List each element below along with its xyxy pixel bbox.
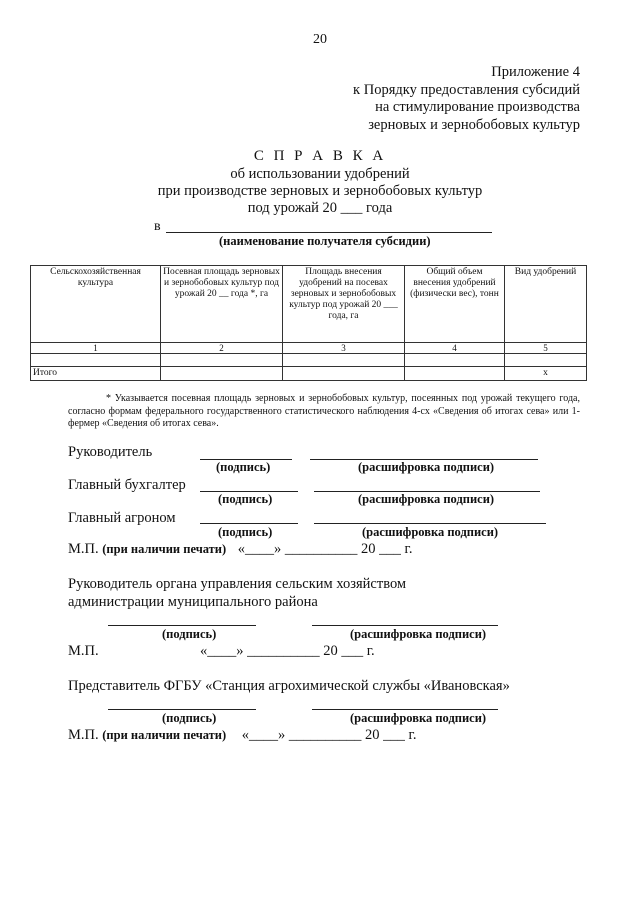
recipient-prefix: в	[154, 219, 161, 234]
table-cell[interactable]	[31, 354, 161, 367]
fgbu-stamp-row	[68, 727, 416, 744]
header-sown-area: Посевная площадь зерновых и зернобобовых культур под урожай 20 __ года *, га	[161, 266, 283, 343]
recipient-caption: (наименование получателя субсидии)	[219, 234, 431, 248]
agronomist-decode-line[interactable]	[314, 523, 546, 524]
agency-stamp-label: М.П.	[68, 643, 99, 659]
appendix-line-3: на стимулирование производства	[375, 99, 580, 115]
table-cell[interactable]	[505, 354, 587, 367]
appendix-line-1: Приложение 4	[491, 64, 580, 80]
subtitle-line-2: при производстве зерновых и зернобобовых культур	[157, 183, 483, 199]
appendix-line-4: зерновых и зернобобовых культур	[368, 116, 580, 133]
table-cell[interactable]	[405, 367, 505, 381]
agency-title-line-2: администрации муниципального района	[68, 594, 318, 610]
decode-caption: (расшифровка подписи)	[350, 627, 487, 641]
fgbu-signature-line[interactable]	[108, 709, 256, 710]
page-number: 20	[313, 32, 327, 47]
total-last-cell: х	[505, 367, 587, 381]
stamp-note: (при наличии печати)	[102, 728, 227, 742]
decode-caption: (расшифровка подписи)	[350, 711, 487, 725]
agency-date-line[interactable]: «____» __________ 20 ___ г.	[200, 643, 375, 659]
fgbu-title: Представитель ФГБУ «Станция агрохимической службы «Ивановская»	[68, 678, 510, 694]
header-crop: Сельскохозяйственная культура	[31, 266, 161, 343]
footnote: * Указывается посевная площадь зерновых и зернобобовых культур, посеянных под урожай текущего года, согласно формам федерального государственного статистического наблюдения 4-сх «Сведения об итогах сева» или 1-фермер «Сведения об итогах сева».	[68, 393, 580, 429]
stamp-label: М.П.	[68, 541, 99, 557]
table-cell[interactable]	[283, 354, 405, 367]
header-total-volume: Общий объем внесения удобрений (физически вес), тонн	[405, 266, 505, 343]
agency-title-line-1: Руководитель органа управления сельским хозяйством	[68, 576, 407, 592]
sign-caption: (подпись)	[162, 711, 217, 725]
col-number: 3	[283, 343, 405, 354]
col-number: 2	[161, 343, 283, 354]
fgbu-decode-line[interactable]	[312, 709, 498, 710]
sign-caption: (подпись)	[162, 627, 217, 641]
total-label: Итого	[31, 367, 161, 381]
table-cell[interactable]	[161, 354, 283, 367]
header-fertilized-area: Площадь внесения удобрений на посевах зерновых и зернобобовых культур под урожай 20 ___ года, га	[283, 266, 405, 343]
table-total-row	[31, 367, 587, 381]
chief-agronomist-label: Главный агроном	[68, 510, 176, 526]
sign-caption: (подпись)	[216, 460, 271, 474]
recipient-field[interactable]	[166, 232, 492, 233]
stamp-row	[68, 541, 412, 558]
decode-caption: (расшифровка подписи)	[358, 492, 495, 506]
date-line[interactable]: «____» __________ 20 ___ г.	[241, 727, 417, 743]
sign-caption: (подпись)	[218, 492, 273, 506]
table-number-row	[31, 343, 587, 354]
document-title: С П Р А В К А	[253, 148, 387, 164]
col-number: 1	[31, 343, 161, 354]
agency-decode-line[interactable]	[312, 625, 498, 626]
subtitle-line-3: под урожай 20 ___ года	[247, 200, 393, 216]
chief-accountant-label: Главный бухгалтер	[68, 477, 186, 493]
subtitle-line-1: об использовании удобрений	[230, 166, 410, 182]
date-line[interactable]: «____» __________ 20 ___ г.	[237, 541, 413, 557]
document-subtitle	[0, 166, 640, 217]
header-fertilizer-type: Вид удобрений	[505, 266, 587, 343]
col-number: 5	[505, 343, 587, 354]
table-header-row	[31, 266, 587, 343]
agency-signature-line[interactable]	[108, 625, 256, 626]
sign-caption: (подпись)	[218, 525, 273, 539]
table-cell[interactable]	[161, 367, 283, 381]
fertilizer-table	[30, 265, 587, 381]
appendix-line-2: к Порядку предоставления субсидий	[353, 81, 580, 98]
table-cell[interactable]	[405, 354, 505, 367]
agronomist-signature-line[interactable]	[200, 523, 298, 524]
table-row	[31, 354, 587, 367]
col-number: 4	[405, 343, 505, 354]
appendix-header	[353, 64, 580, 134]
table-cell[interactable]	[283, 367, 405, 381]
decode-caption: (расшифровка подписи)	[358, 460, 495, 474]
stamp-label: М.П.	[68, 727, 99, 743]
decode-caption: (расшифровка подписи)	[362, 525, 499, 539]
head-label: Руководитель	[68, 444, 153, 460]
stamp-note: (при наличии печати)	[102, 542, 227, 556]
